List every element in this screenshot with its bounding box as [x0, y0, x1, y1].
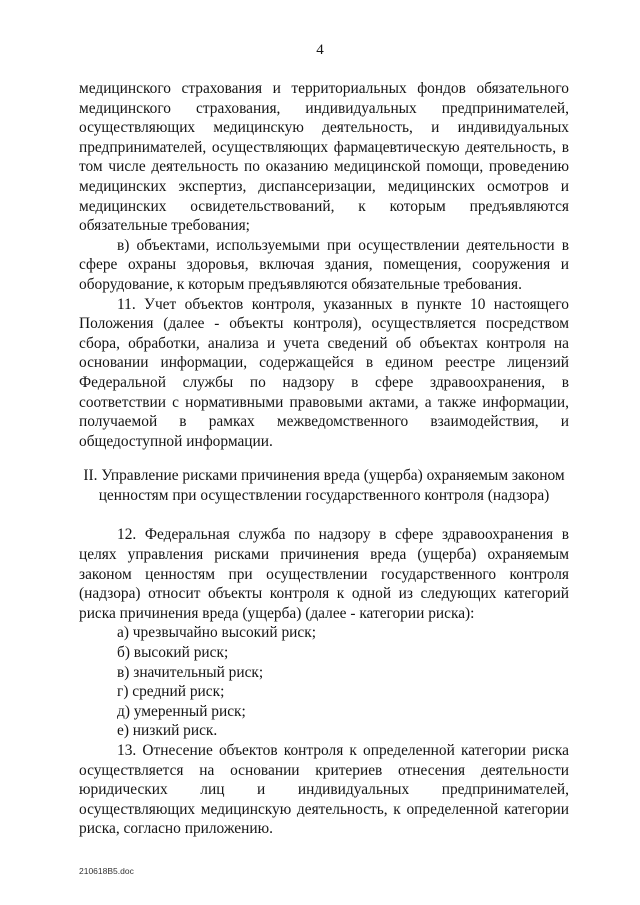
section-heading-line-1: II. Управление рисками причинения вреда (ущерба) охраняемым законом [83, 467, 565, 485]
paragraph-continuation: медицинского страхования и территориальных фондов обязательного медицинского страхования, индивидуальных предпринимателей, осуществляющих медицинскую деятельность, и индивидуальных предпринимателей, осуществляющих фармацевтическую деятельность, в том числе деятельность по оказанию медицинской помощи, проведению медицинских экспертиз, диспансеризации, медицинских осмотров и медицинских освидетельствований, к которым предъявляются обязательные требования; [79, 80, 569, 235]
risk-category-item: в) значительный риск; [117, 663, 264, 681]
risk-category-item: а) чрезвычайно высокий риск; [117, 624, 316, 642]
risk-category-item: б) высокий риск; [117, 644, 229, 662]
paragraph-13: 13. Отнесение объектов контроля к определенной категории риска осуществляется на основании критериев отнесения деятельности юридических лиц и индивидуальных предпринимателей, осуществляющих медицинскую деятельность, к определенной категории риска, согласно приложению. [79, 742, 569, 838]
section-heading [79, 466, 569, 505]
paragraph-11: 11. Учет объектов контроля, указанных в пункте 10 настоящего Положения (далее - объекты контроля), осуществляется посредством сбора, обработки, анализа и учета сведений об объектах контроля на основании информации, содержащейся в едином реестре лицензий Федеральной службы по надзору в сфере здравоохранения, в соответствии с нормативными правовыми актами, а также информации, получаемой в рамках межведомственного взаимодействия, и общедоступной информации. [79, 295, 569, 450]
paragraph-12: 12. Федеральная служба по надзору в сфере здравоохранения в целях управления рисками причинения вреда (ущерба) охраняемым законом ценностям при осуществлении государственного контроля (надзора) относит объекты контроля к одной из следующих категорий риска причинения вреда (ущерба) (далее - категории риска): [79, 526, 569, 622]
risk-category-item: д) умеренный риск; [117, 702, 246, 720]
document-body [79, 79, 569, 839]
risk-category-list [79, 623, 569, 741]
file-name-footer: 210618B5.doc [79, 866, 134, 876]
paragraph-item-v: в) объектами, используемыми при осуществлении деятельности в сфере охраны здоровья, включая здания, помещения, сооружения и оборудование, к которым предъявляются обязательные требования. [79, 236, 569, 293]
risk-category-item: г) средний риск; [117, 683, 225, 701]
section-heading-line-2: ценностям при осуществлении государственного контроля (надзора) [98, 486, 550, 504]
risk-category-item: е) низкий риск. [117, 722, 218, 740]
page-number: 4 [316, 42, 324, 58]
